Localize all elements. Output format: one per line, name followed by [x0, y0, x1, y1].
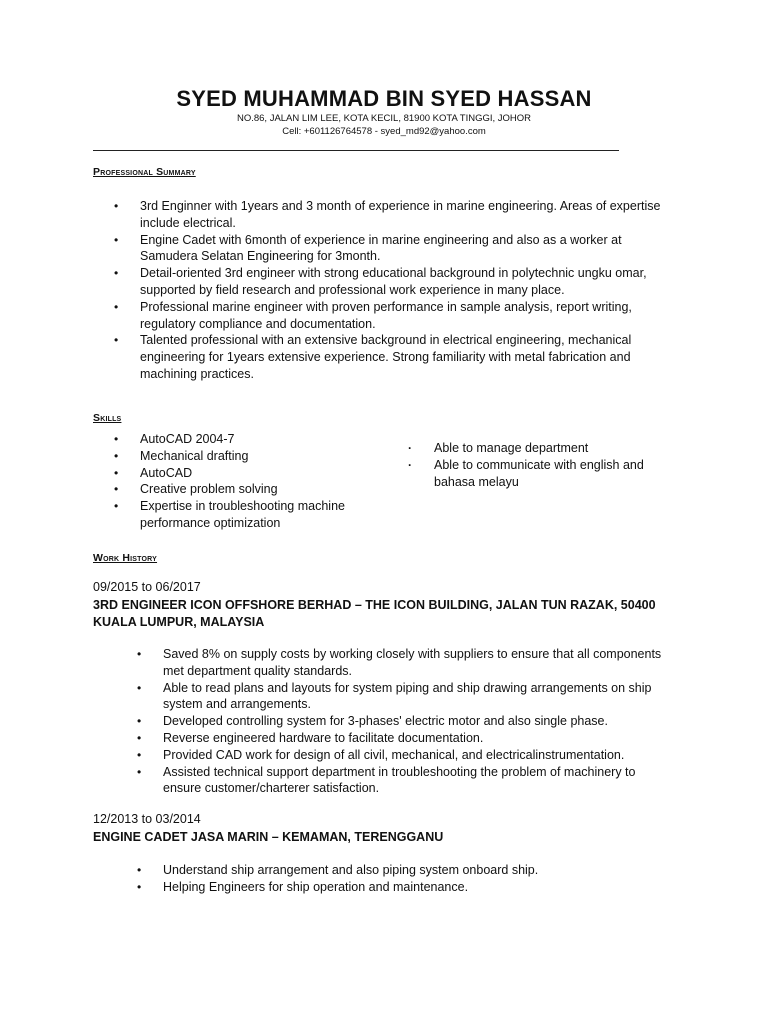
- job-duties-list: [137, 646, 677, 797]
- list-item: • Able to read plans and layouts for system piping and ship drawing arrangements on ship system and arrangements.: [137, 680, 677, 714]
- list-item: • Expertise in troubleshooting machine performance optimization: [114, 498, 384, 532]
- skills-list-right: [408, 440, 678, 490]
- job-heading: 3RD ENGINEER ICON OFFSHORE BERHAD – THE ICON BUILDING, JALAN TUN RAZAK, 50400 KUALA LUMPUR, MALAYSIA: [93, 598, 656, 629]
- list-item: • Saved 8% on supply costs by working closely with suppliers to ensure that all components met department quality standards.: [137, 646, 677, 680]
- candidate-name: SYED MUHAMMAD BIN SYED HASSAN: [176, 86, 592, 111]
- list-item: · Able to manage department: [408, 440, 678, 457]
- list-item: • AutoCAD 2004-7: [114, 431, 384, 448]
- list-item: • Creative problem solving: [114, 481, 384, 498]
- summary-heading: Professional Summary: [93, 166, 196, 178]
- list-item: • Provided CAD work for design of all civil, mechanical, and electricalinstrumentation.: [137, 747, 677, 764]
- contact-line: Cell: +601126764578 - syed_md92@yahoo.com: [282, 126, 486, 137]
- list-item: • Mechanical drafting: [114, 448, 384, 465]
- header-divider: [93, 150, 619, 151]
- skills-list-left: [114, 431, 384, 532]
- job-dates: 12/2013 to 03/2014: [93, 812, 201, 826]
- list-item: • Helping Engineers for ship operation and maintenance.: [137, 879, 677, 896]
- list-item: • Detail-oriented 3rd engineer with strong educational background in polytechnic ungku omar, supported by field research and professional work experience in many place.: [114, 265, 674, 299]
- list-item: • Understand ship arrangement and also piping system onboard ship.: [137, 862, 677, 879]
- job-heading: ENGINE CADET JASA MARIN – KEMAMAN, TERENGGANU: [93, 830, 444, 844]
- list-item: • Developed controlling system for 3-phases' electric motor and also single phase.: [137, 713, 677, 730]
- list-item: • Talented professional with an extensive background in electrical engineering, mechanical engineering for 1years extensive experience. Strong familiarity with metal fabrication and machining practices.: [114, 332, 674, 382]
- job-dates: 09/2015 to 06/2017: [93, 580, 201, 594]
- work-heading: Work History: [93, 552, 158, 564]
- job-duties-list: [137, 862, 677, 896]
- skills-heading: Skills: [93, 412, 122, 424]
- list-item: • 3rd Enginner with 1years and 3 month of experience in marine engineering. Areas of expertise include electrical.: [114, 198, 674, 232]
- list-item: • Engine Cadet with 6month of experience in marine engineering and also as a worker at Samudera Selatan Engineering for 3month.: [114, 232, 674, 266]
- list-item: · Able to communicate with english and bahasa melayu: [408, 457, 678, 491]
- list-item: • AutoCAD: [114, 465, 384, 482]
- list-item: • Assisted technical support department in troubleshooting the problem of machinery to ensure customer/charterer satisfaction.: [137, 764, 677, 798]
- list-item: • Professional marine engineer with proven performance in sample analysis, report writing, regulatory compliance and documentation.: [114, 299, 674, 333]
- address-line: NO.86, JALAN LIM LEE, KOTA KECIL, 81900 KOTA TINGGI, JOHOR: [236, 113, 532, 124]
- summary-list: [114, 198, 674, 383]
- list-item: • Reverse engineered hardware to facilitate documentation.: [137, 730, 677, 747]
